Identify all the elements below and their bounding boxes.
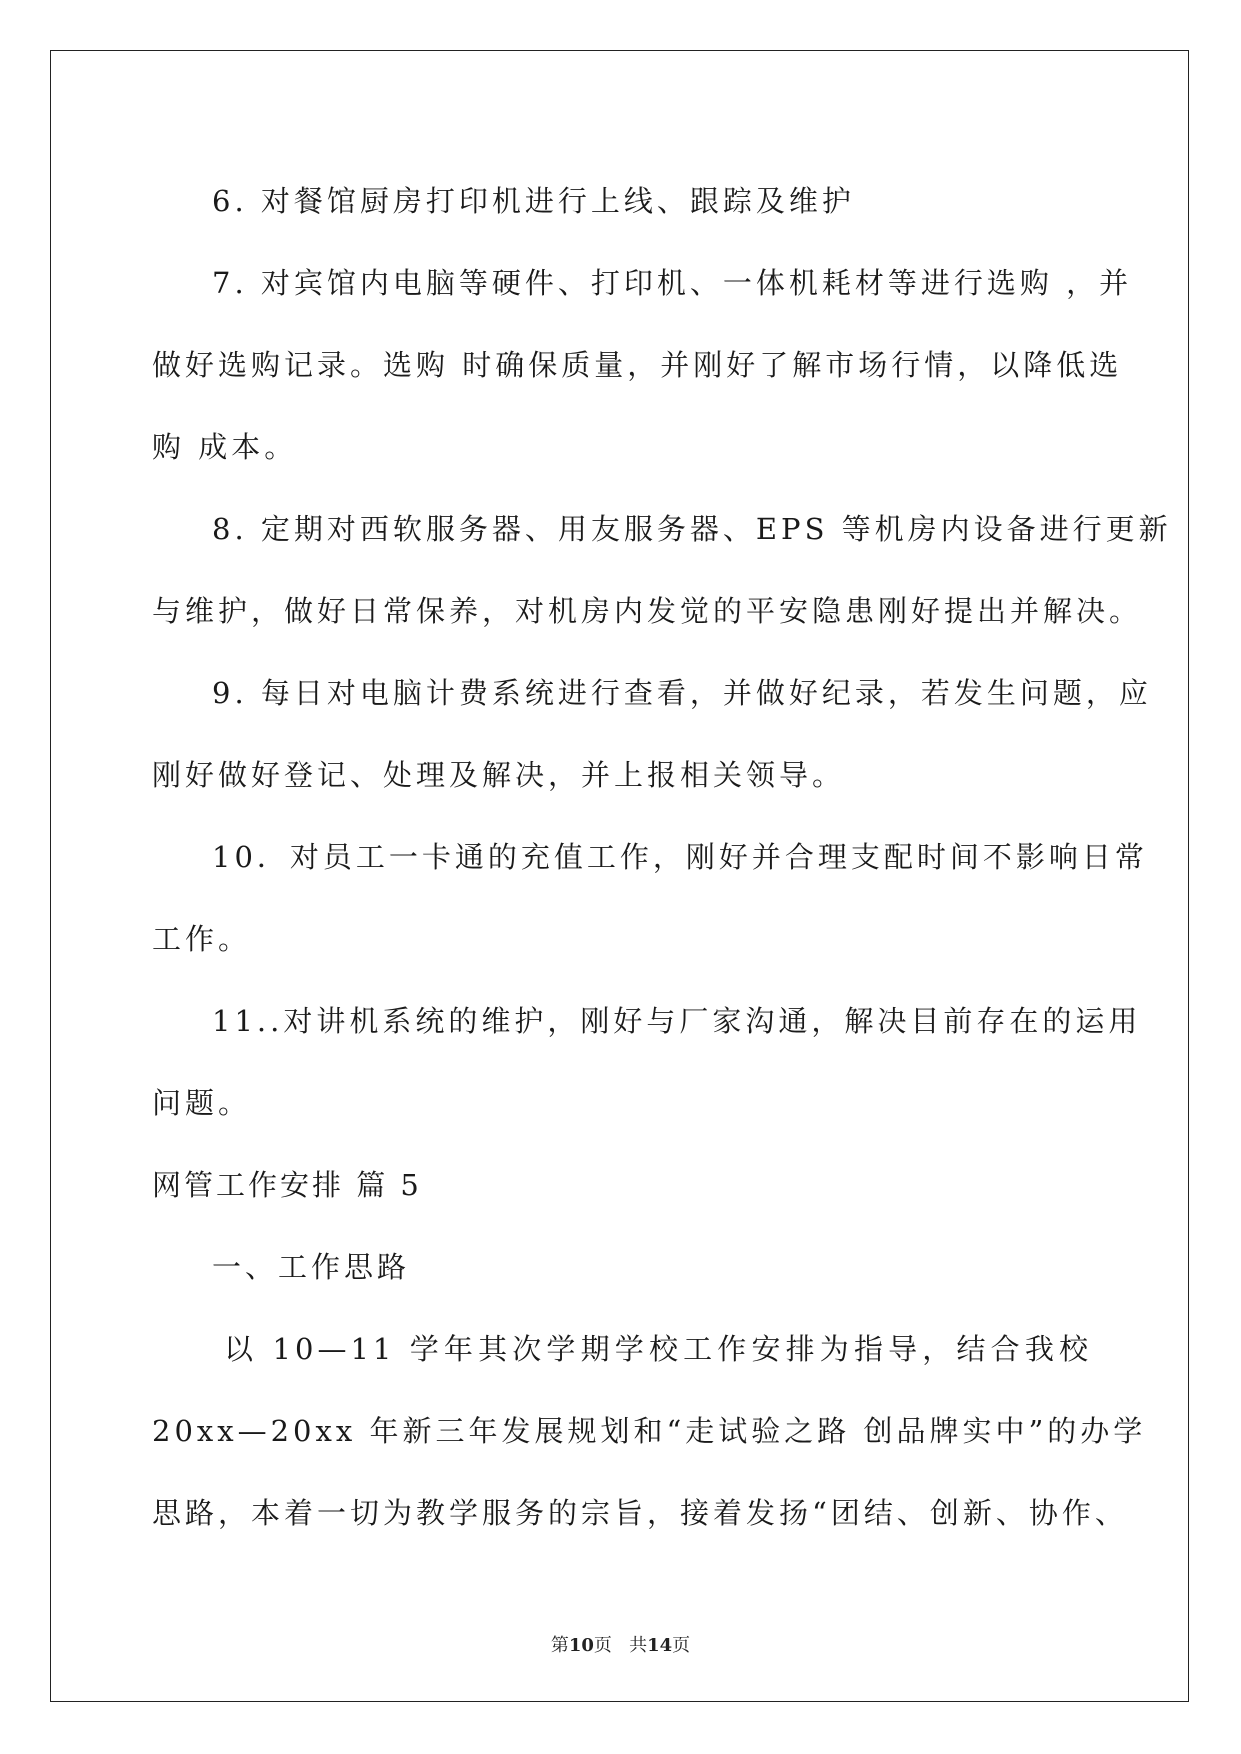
paragraph-line-2: 20xx—20xx 年新三年发展规划和“走试验之路 创品牌实中”的办学 — [152, 1414, 1147, 1448]
list-item-6: 6. 对餐馆厨房打印机进行上线、跟踪及维护 — [212, 184, 855, 218]
total-page-count: 14 — [647, 1635, 673, 1656]
document-body — [152, 160, 1172, 1554]
footer-page-suffix: 页 — [593, 1635, 612, 1656]
paragraph-line-3: 思路，本着一切为教学服务的宗旨，接着发扬“团结、创新、协作、 — [152, 1496, 1128, 1530]
footer-total-prefix: 共 — [629, 1635, 648, 1656]
list-item-8-line-1: 8. 定期对西软服务器、用友服务器、EPS 等机房内设备进行更新 — [212, 512, 1172, 546]
list-item-11-line-2: 问题。 — [152, 1086, 252, 1120]
current-page-number: 10 — [568, 1635, 594, 1656]
footer-prefix: 第 — [550, 1635, 569, 1656]
list-item-10-line-2: 工作。 — [152, 922, 252, 956]
subsection-heading: 一、工作思路 — [212, 1250, 411, 1284]
list-item-11-line-1: 11..对讲机系统的维护，刚好与厂家沟通，解决目前存在的运用 — [212, 1004, 1142, 1038]
page-footer — [0, 1631, 1241, 1657]
paragraph-line-1: 以 10—11 学年其次学期学校工作安排为指导，结合我校 — [224, 1332, 1092, 1366]
list-item-9-line-2: 刚好做好登记、处理及解决，并上报相关领导。 — [152, 758, 846, 792]
section-heading: 网管工作安排 篇 5 — [152, 1168, 422, 1202]
footer-total-suffix: 页 — [672, 1635, 691, 1656]
list-item-7-line-3: 购 成本。 — [152, 430, 298, 464]
list-item-7-line-1: 7. 对宾馆内电脑等硬件、打印机、一体机耗材等进行选购 ，并 — [212, 266, 1133, 300]
list-item-9-line-1: 9. 每日对电脑计费系统进行查看，并做好纪录，若发生问题，应 — [212, 676, 1152, 710]
list-item-8-line-2: 与维护，做好日常保养，对机房内发觉的平安隐患刚好提出并解决。 — [152, 594, 1143, 628]
list-item-10-line-1: 10．对员工一卡通的充值工作，刚好并合理支配时间不影响日常 — [212, 840, 1148, 874]
list-item-7-line-2: 做好选购记录。选购 时确保质量，并刚好了解市场行情，以降低选 — [152, 348, 1123, 382]
